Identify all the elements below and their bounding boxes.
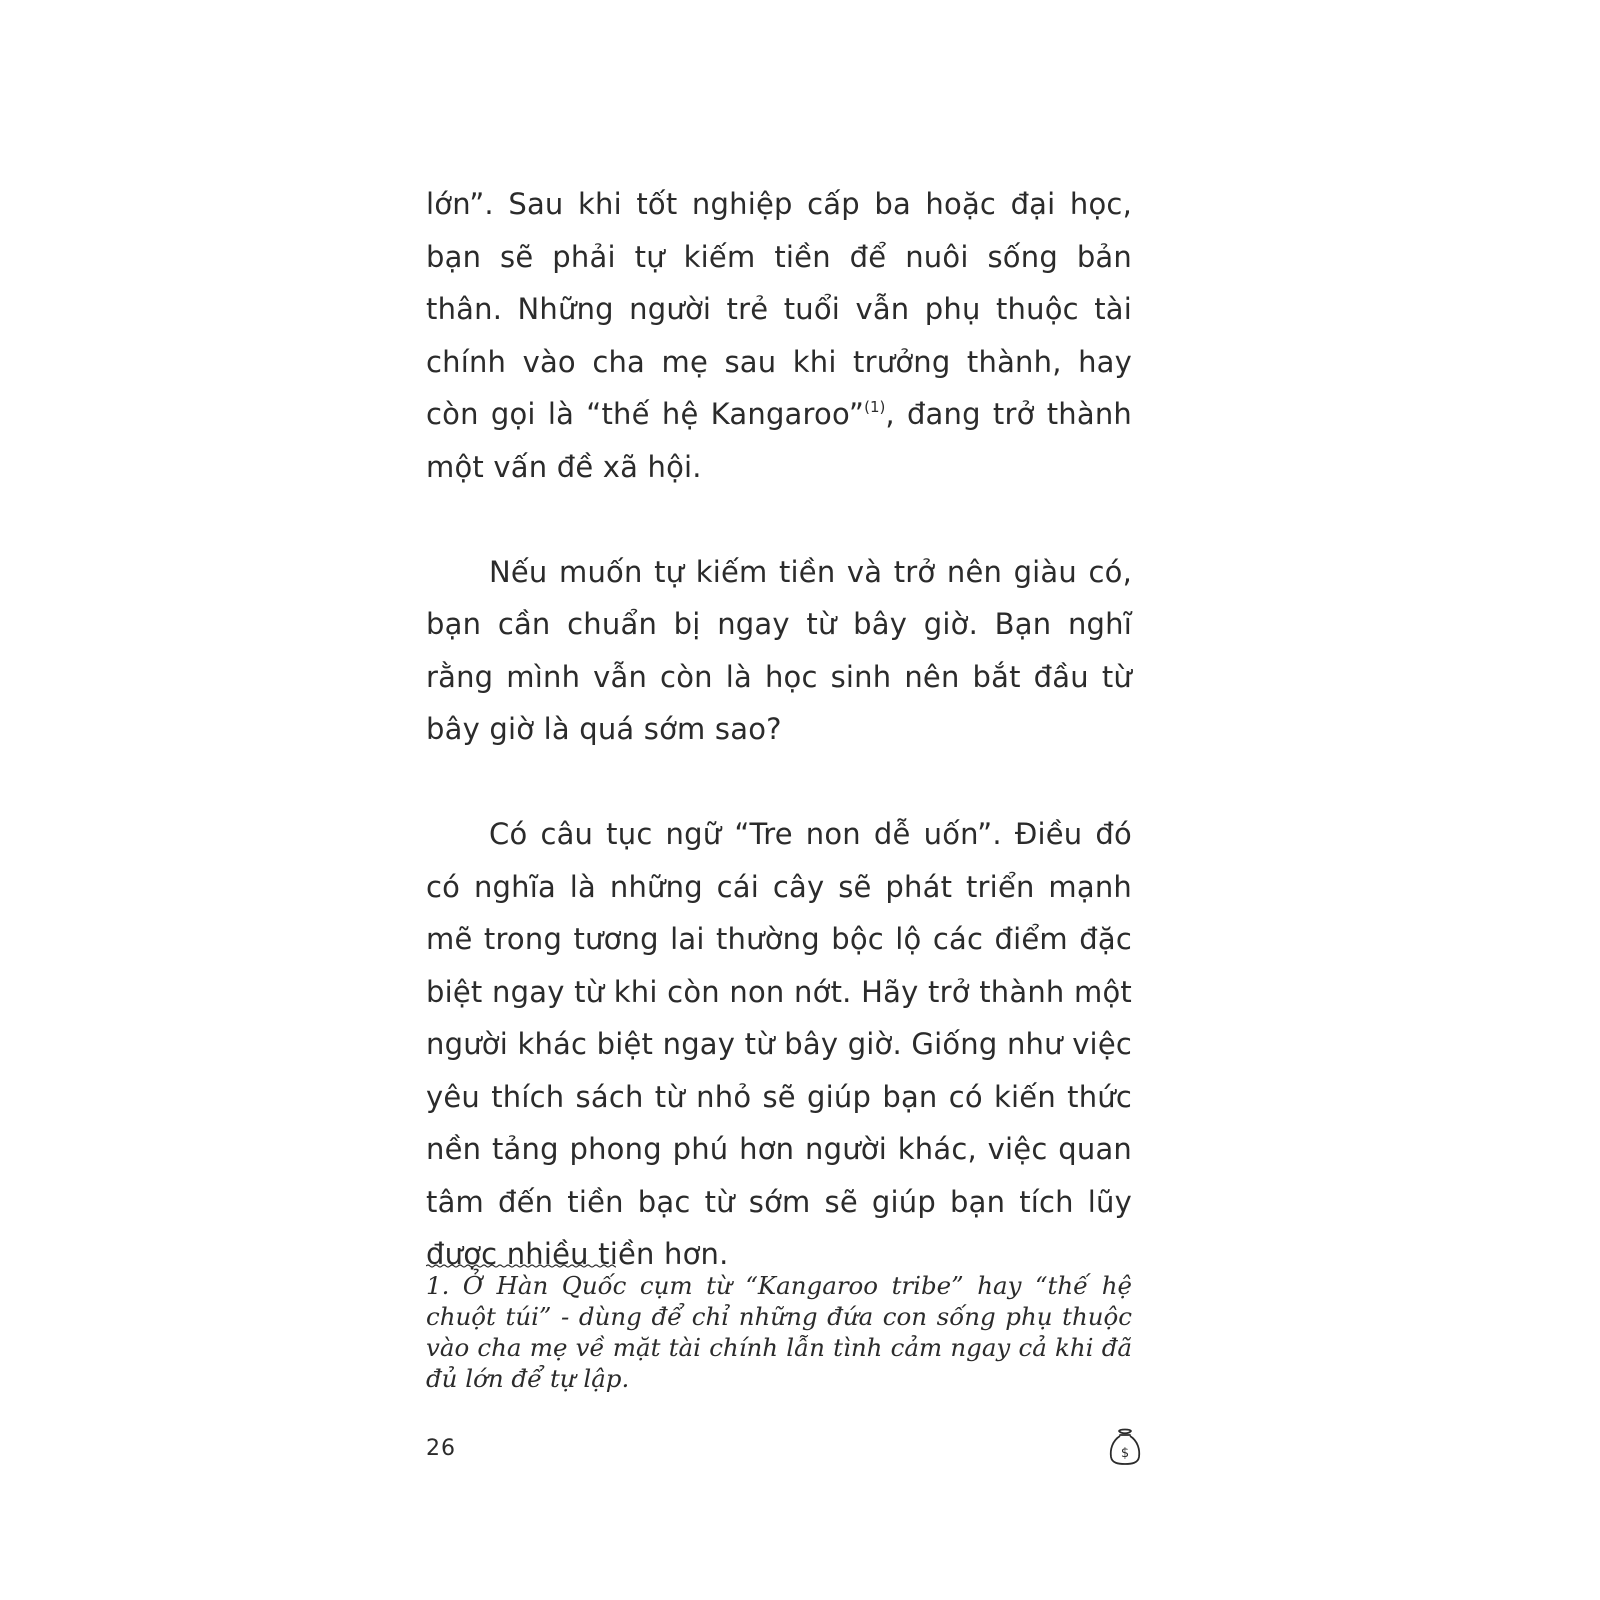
page-number: 26 (426, 1436, 456, 1461)
footnote-reference[interactable]: (1) (864, 398, 886, 416)
paragraph: Có câu tục ngữ “Tre non dễ uốn”. Điều đó có nghĩa là những cái cây sẽ phát triển mạnh mẽ trong tương lai thường bộc lộ các điểm đặc biệt ngay từ khi còn non nớt. Hãy trở thành một người khác biệt ngay từ bây giờ. Giống như việc yêu thích sách từ nhỏ sẽ giúp bạn có kiến thức nền tảng phong phú hơn người khác, việc quan tâm đến tiền bạc từ sớm sẽ giúp bạn tích lũy được nhiều tiền hơn. (426, 817, 1132, 1271)
dollar-sign: $ (1120, 1446, 1130, 1461)
paragraph-continued (426, 178, 1132, 493)
money-bag-icon (1108, 1428, 1142, 1466)
paragraph-text-tail: , đang trở thành một vấn đề xã hội. (426, 397, 1133, 484)
paragraph: Nếu muốn tự kiếm tiền và trở nên giàu có, bạn cần chuẩn bị ngay từ bây giờ. Bạn nghĩ rằng mình vẫn còn là học sinh nên bắt đầu từ bây giờ là quá sớm sao? (426, 554, 1132, 746)
body-text (426, 178, 1132, 1281)
footnote: 1. Ở Hàn Quốc cụm từ “Kangaroo tribe” hay “thế hệ chuột túi” - dùng để chỉ những đứa con sống phụ thuộc vào cha mẹ về mặt tài chính lẫn tình cảm ngay cả khi đã đủ lớn để tự lập. (426, 1271, 1132, 1393)
footnote-divider (426, 1262, 616, 1270)
paragraph-text: lớn”. Sau khi tốt nghiệp cấp ba hoặc đại học, bạn sẽ phải tự kiếm tiền để nuôi sống bản thân. Những người trẻ tuổi vẫn phụ thuộc tài chính vào cha mẹ sau khi trưởng thành, hay còn gọi là “thế hệ Kangaroo” (426, 187, 1132, 431)
